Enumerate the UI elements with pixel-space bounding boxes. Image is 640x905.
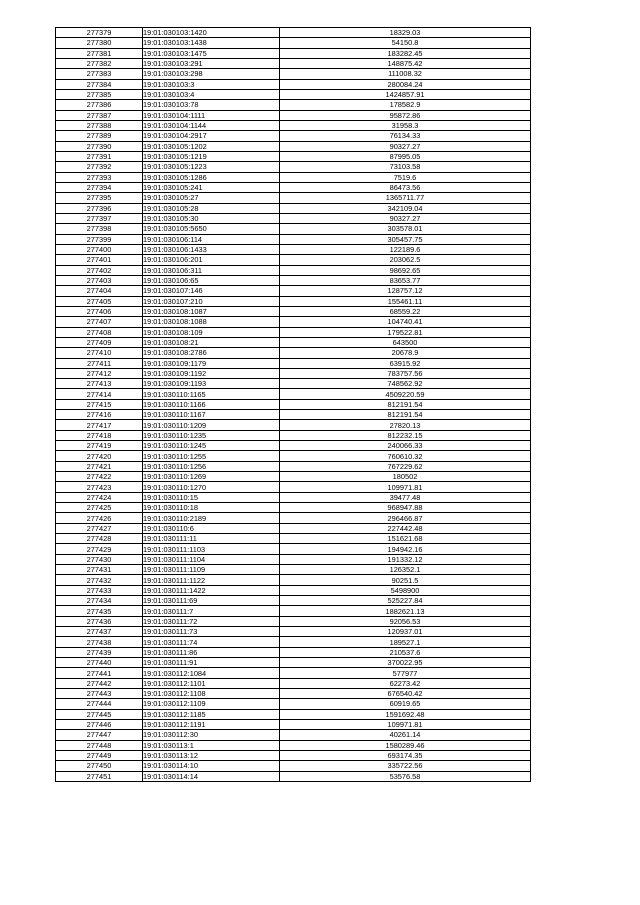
cadastral-number-cell: 19:01:030112:1191: [143, 719, 280, 729]
row-number-cell: 277385: [56, 89, 143, 99]
cadastral-number-cell: 19:01:030104:2917: [143, 131, 280, 141]
table-row: [56, 193, 531, 203]
cadastral-number-cell: 19:01:030112:1109: [143, 699, 280, 709]
row-number-cell: 277393: [56, 172, 143, 182]
cadastral-value-cell: 525227.84: [280, 596, 531, 606]
cadastral-value-cell: 120937.01: [280, 627, 531, 637]
table-row: [56, 358, 531, 368]
cadastral-value-cell: 83653.77: [280, 275, 531, 285]
cadastral-number-cell: 19:01:030103:1438: [143, 38, 280, 48]
cadastral-number-cell: 19:01:030110:1167: [143, 410, 280, 420]
cadastral-number-cell: 19:01:030108:21: [143, 337, 280, 347]
cadastral-value-cell: 53576.58: [280, 771, 531, 781]
cadastral-number-cell: 19:01:030108:2786: [143, 348, 280, 358]
cadastral-value-cell: 98692.65: [280, 265, 531, 275]
table-row: [56, 740, 531, 750]
cadastral-value-cell: 40261.14: [280, 730, 531, 740]
table-row: [56, 244, 531, 254]
row-number-cell: 277426: [56, 513, 143, 523]
row-number-cell: 277434: [56, 596, 143, 606]
table-row: [56, 48, 531, 58]
cadastral-number-cell: 19:01:030105:27: [143, 193, 280, 203]
table-row: [56, 771, 531, 781]
cadastral-value-cell: 370022.95: [280, 658, 531, 668]
table-row: [56, 492, 531, 502]
row-number-cell: 277420: [56, 451, 143, 461]
cadastral-value-cell: 1882621.13: [280, 606, 531, 616]
row-number-cell: 277435: [56, 606, 143, 616]
cadastral-value-cell: 87995.05: [280, 151, 531, 161]
cadastral-number-cell: 19:01:030110:1166: [143, 399, 280, 409]
cadastral-value-cell: 812191.54: [280, 399, 531, 409]
table-row: [56, 69, 531, 79]
cadastral-number-cell: 19:01:030105:30: [143, 213, 280, 223]
table-row: [56, 451, 531, 461]
table-row: [56, 255, 531, 265]
table-row: [56, 141, 531, 151]
row-number-cell: 277417: [56, 420, 143, 430]
cadastral-number-cell: 19:01:030110:2189: [143, 513, 280, 523]
table-row: [56, 410, 531, 420]
row-number-cell: 277451: [56, 771, 143, 781]
row-number-cell: 277394: [56, 182, 143, 192]
cadastral-number-cell: 19:01:030110:1235: [143, 430, 280, 440]
cadastral-number-cell: 19:01:030103:4: [143, 89, 280, 99]
cadastral-value-cell: 27820.13: [280, 420, 531, 430]
cadastral-value-cell: 189527.1: [280, 637, 531, 647]
cadastral-value-cell: 335722.56: [280, 761, 531, 771]
row-number-cell: 277433: [56, 585, 143, 595]
row-number-cell: 277427: [56, 523, 143, 533]
cadastral-value-cell: 1424857.91: [280, 89, 531, 99]
row-number-cell: 277418: [56, 430, 143, 440]
cadastral-value-cell: 90327.27: [280, 213, 531, 223]
table-row: [56, 637, 531, 647]
cadastral-number-cell: 19:01:030108:109: [143, 327, 280, 337]
cadastral-number-cell: 19:01:030104:1111: [143, 110, 280, 120]
cadastral-number-cell: 19:01:030106:201: [143, 255, 280, 265]
table-row: [56, 213, 531, 223]
cadastral-value-cell: 240066.33: [280, 441, 531, 451]
table-row: [56, 399, 531, 409]
table-row: [56, 58, 531, 68]
row-number-cell: 277431: [56, 565, 143, 575]
cadastral-number-cell: 19:01:030111:7: [143, 606, 280, 616]
cadastral-number-cell: 19:01:030111:73: [143, 627, 280, 637]
table-row: [56, 379, 531, 389]
table-row: [56, 668, 531, 678]
cadastral-number-cell: 19:01:030110:1245: [143, 441, 280, 451]
row-number-cell: 277384: [56, 79, 143, 89]
row-number-cell: 277390: [56, 141, 143, 151]
cadastral-value-cell: 1580289.46: [280, 740, 531, 750]
row-number-cell: 277395: [56, 193, 143, 203]
cadastral-value-cell: 151621.68: [280, 534, 531, 544]
cadastral-number-cell: 19:01:030111:1109: [143, 565, 280, 575]
table-row: [56, 162, 531, 172]
cadastral-number-cell: 19:01:030103:298: [143, 69, 280, 79]
row-number-cell: 277421: [56, 461, 143, 471]
cadastral-value-cell: 126352.1: [280, 565, 531, 575]
table-body: [56, 28, 531, 782]
row-number-cell: 277389: [56, 131, 143, 141]
cadastral-number-cell: 19:01:030112:1084: [143, 668, 280, 678]
table-row: [56, 120, 531, 130]
cadastral-number-cell: 19:01:030111:1122: [143, 575, 280, 585]
cadastral-number-cell: 19:01:030106:311: [143, 265, 280, 275]
cadastral-value-cell: 179522.81: [280, 327, 531, 337]
row-number-cell: 277411: [56, 358, 143, 368]
cadastral-number-cell: 19:01:030110:1269: [143, 472, 280, 482]
row-number-cell: 277409: [56, 337, 143, 347]
table-row: [56, 100, 531, 110]
cadastral-number-cell: 19:01:030111:69: [143, 596, 280, 606]
cadastral-value-cell: 1365711.77: [280, 193, 531, 203]
table-row: [56, 616, 531, 626]
cadastral-value-cell: 109971.81: [280, 482, 531, 492]
cadastral-value-cell: 178582.9: [280, 100, 531, 110]
cadastral-number-cell: 19:01:030114:10: [143, 761, 280, 771]
row-number-cell: 277444: [56, 699, 143, 709]
cadastral-value-cell: 90327.27: [280, 141, 531, 151]
cadastral-number-cell: 19:01:030109:1179: [143, 358, 280, 368]
cadastral-value-cell: 748562.92: [280, 379, 531, 389]
row-number-cell: 277391: [56, 151, 143, 161]
table-row: [56, 719, 531, 729]
cadastral-value-cell: 111008.32: [280, 69, 531, 79]
row-number-cell: 277445: [56, 709, 143, 719]
table-row: [56, 482, 531, 492]
row-number-cell: 277423: [56, 482, 143, 492]
table-row: [56, 389, 531, 399]
row-number-cell: 277443: [56, 689, 143, 699]
cadastral-number-cell: 19:01:030111:91: [143, 658, 280, 668]
row-number-cell: 277430: [56, 554, 143, 564]
cadastral-number-cell: 19:01:030112:1108: [143, 689, 280, 699]
table-row: [56, 182, 531, 192]
row-number-cell: 277449: [56, 750, 143, 760]
row-number-cell: 277419: [56, 441, 143, 451]
row-number-cell: 277448: [56, 740, 143, 750]
row-number-cell: 277387: [56, 110, 143, 120]
cadastral-value-cell: 194942.16: [280, 544, 531, 554]
cadastral-number-cell: 19:01:030111:1422: [143, 585, 280, 595]
cadastral-number-cell: 19:01:030110:1270: [143, 482, 280, 492]
cadastral-value-cell: 577977: [280, 668, 531, 678]
cadastral-value-cell: 1591692.48: [280, 709, 531, 719]
cadastral-number-cell: 19:01:030103:1420: [143, 28, 280, 38]
table-row: [56, 286, 531, 296]
row-number-cell: 277386: [56, 100, 143, 110]
cadastral-value-cell: 95872.86: [280, 110, 531, 120]
cadastral-number-cell: 19:01:030114:14: [143, 771, 280, 781]
cadastral-value-cell: 783757.56: [280, 368, 531, 378]
table-row: [56, 28, 531, 38]
cadastral-value-cell: 191332.12: [280, 554, 531, 564]
row-number-cell: 277398: [56, 224, 143, 234]
cadastral-value-cell: 303578.01: [280, 224, 531, 234]
row-number-cell: 277416: [56, 410, 143, 420]
cadastral-number-cell: 19:01:030110:15: [143, 492, 280, 502]
table-row: [56, 647, 531, 657]
row-number-cell: 277402: [56, 265, 143, 275]
table-row: [56, 265, 531, 275]
cadastral-value-cell: 342109.04: [280, 203, 531, 213]
table-row: [56, 38, 531, 48]
cadastral-number-cell: 19:01:030106:1433: [143, 244, 280, 254]
cadastral-value-cell: 676540.42: [280, 689, 531, 699]
cadastral-value-cell: 155461.11: [280, 296, 531, 306]
table-row: [56, 172, 531, 182]
row-number-cell: 277425: [56, 503, 143, 513]
cadastral-number-cell: 19:01:030106:65: [143, 275, 280, 285]
table-row: [56, 554, 531, 564]
cadastral-value-cell: 812191.54: [280, 410, 531, 420]
row-number-cell: 277403: [56, 275, 143, 285]
cadastral-value-cell: 693174.35: [280, 750, 531, 760]
table-row: [56, 606, 531, 616]
cadastral-number-cell: 19:01:030105:1202: [143, 141, 280, 151]
cadastral-value-cell: 203062.5: [280, 255, 531, 265]
cadastral-value-cell: 280084.24: [280, 79, 531, 89]
row-number-cell: 277447: [56, 730, 143, 740]
table-row: [56, 368, 531, 378]
cadastral-number-cell: 19:01:030103:78: [143, 100, 280, 110]
table-row: [56, 575, 531, 585]
cadastral-number-cell: 19:01:030108:1087: [143, 306, 280, 316]
row-number-cell: 277404: [56, 286, 143, 296]
cadastral-value-cell: 180502: [280, 472, 531, 482]
row-number-cell: 277429: [56, 544, 143, 554]
table-row: [56, 709, 531, 719]
cadastral-number-cell: 19:01:030112:1185: [143, 709, 280, 719]
cadastral-number-cell: 19:01:030113:1: [143, 740, 280, 750]
row-number-cell: 277415: [56, 399, 143, 409]
table-row: [56, 627, 531, 637]
table-row: [56, 296, 531, 306]
cadastral-number-cell: 19:01:030107:146: [143, 286, 280, 296]
table-row: [56, 658, 531, 668]
cadastral-value-cell: 104740.41: [280, 317, 531, 327]
cadastral-value-cell: 148875.42: [280, 58, 531, 68]
row-number-cell: 277400: [56, 244, 143, 254]
table-row: [56, 327, 531, 337]
table-row: [56, 110, 531, 120]
table-row: [56, 461, 531, 471]
cadastral-value-cell: 76134.33: [280, 131, 531, 141]
cadastral-value-cell: 210537.6: [280, 647, 531, 657]
cadastral-number-cell: 19:01:030105:1286: [143, 172, 280, 182]
table-row: [56, 761, 531, 771]
cadastral-number-cell: 19:01:030110:1165: [143, 389, 280, 399]
table-row: [56, 348, 531, 358]
cadastral-value-cell: 18329.03: [280, 28, 531, 38]
row-number-cell: 277399: [56, 234, 143, 244]
cadastral-number-cell: 19:01:030111:74: [143, 637, 280, 647]
cadastral-number-cell: 19:01:030105:241: [143, 182, 280, 192]
cadastral-value-cell: 54150.8: [280, 38, 531, 48]
cadastral-number-cell: 19:01:030103:291: [143, 58, 280, 68]
cadastral-number-cell: 19:01:030108:1088: [143, 317, 280, 327]
table-row: [56, 337, 531, 347]
row-number-cell: 277432: [56, 575, 143, 585]
row-number-cell: 277436: [56, 616, 143, 626]
cadastral-number-cell: 19:01:030103:1475: [143, 48, 280, 58]
row-number-cell: 277383: [56, 69, 143, 79]
row-number-cell: 277439: [56, 647, 143, 657]
row-number-cell: 277441: [56, 668, 143, 678]
cadastral-value-cell: 643500: [280, 337, 531, 347]
cadastral-number-cell: 19:01:030110:1256: [143, 461, 280, 471]
table-row: [56, 678, 531, 688]
cadastral-number-cell: 19:01:030111:1104: [143, 554, 280, 564]
cadastral-value-cell: 227442.48: [280, 523, 531, 533]
row-number-cell: 277424: [56, 492, 143, 502]
row-number-cell: 277438: [56, 637, 143, 647]
row-number-cell: 277406: [56, 306, 143, 316]
cadastral-value-cell: 90251.5: [280, 575, 531, 585]
cadastral-number-cell: 19:01:030111:11: [143, 534, 280, 544]
cadastral-number-cell: 19:01:030110:1209: [143, 420, 280, 430]
cadastral-number-cell: 19:01:030105:1223: [143, 162, 280, 172]
table-row: [56, 151, 531, 161]
cadastral-number-cell: 19:01:030107:210: [143, 296, 280, 306]
table-row: [56, 430, 531, 440]
row-number-cell: 277380: [56, 38, 143, 48]
table-row: [56, 523, 531, 533]
row-number-cell: 277450: [56, 761, 143, 771]
row-number-cell: 277422: [56, 472, 143, 482]
cadastral-value-cell: 39477.48: [280, 492, 531, 502]
cadastral-number-cell: 19:01:030103:3: [143, 79, 280, 89]
row-number-cell: 277440: [56, 658, 143, 668]
table-row: [56, 420, 531, 430]
table-row: [56, 513, 531, 523]
row-number-cell: 277379: [56, 28, 143, 38]
cadastral-value-cell: 31958.3: [280, 120, 531, 130]
table-row: [56, 203, 531, 213]
row-number-cell: 277410: [56, 348, 143, 358]
cadastral-value-cell: 812232.15: [280, 430, 531, 440]
cadastral-value-cell: 68559.22: [280, 306, 531, 316]
row-number-cell: 277382: [56, 58, 143, 68]
table-row: [56, 699, 531, 709]
row-number-cell: 277405: [56, 296, 143, 306]
row-number-cell: 277388: [56, 120, 143, 130]
cadastral-number-cell: 19:01:030110:18: [143, 503, 280, 513]
table-row: [56, 306, 531, 316]
row-number-cell: 277412: [56, 368, 143, 378]
table-row: [56, 596, 531, 606]
table-row: [56, 534, 531, 544]
cadastral-value-cell: 122189.6: [280, 244, 531, 254]
row-number-cell: 277413: [56, 379, 143, 389]
table-row: [56, 441, 531, 451]
table-row: [56, 234, 531, 244]
cadastral-value-cell: 296466.87: [280, 513, 531, 523]
cadastral-value-cell: 60919.65: [280, 699, 531, 709]
cadastral-value-cell: 7519.6: [280, 172, 531, 182]
cadastral-value-cell: 92056.53: [280, 616, 531, 626]
row-number-cell: 277437: [56, 627, 143, 637]
cadastral-number-cell: 19:01:030113:12: [143, 750, 280, 760]
cadastral-value-cell: 183282.45: [280, 48, 531, 58]
cadastral-number-cell: 19:01:030106:114: [143, 234, 280, 244]
table-row: [56, 131, 531, 141]
table-row: [56, 317, 531, 327]
table-row: [56, 503, 531, 513]
cadastral-number-cell: 19:01:030111:1103: [143, 544, 280, 554]
row-number-cell: 277408: [56, 327, 143, 337]
cadastral-value-table: [55, 27, 531, 782]
cadastral-value-cell: 760610.32: [280, 451, 531, 461]
cadastral-value-cell: 109971.81: [280, 719, 531, 729]
table-row: [56, 730, 531, 740]
row-number-cell: 277397: [56, 213, 143, 223]
cadastral-number-cell: 19:01:030105:1219: [143, 151, 280, 161]
table-row: [56, 585, 531, 595]
row-number-cell: 277428: [56, 534, 143, 544]
table-row: [56, 472, 531, 482]
table-row: [56, 565, 531, 575]
row-number-cell: 277396: [56, 203, 143, 213]
table-row: [56, 89, 531, 99]
row-number-cell: 277392: [56, 162, 143, 172]
cadastral-number-cell: 19:01:030104:1144: [143, 120, 280, 130]
table-row: [56, 544, 531, 554]
cadastral-value-cell: 4509220.59: [280, 389, 531, 399]
row-number-cell: 277401: [56, 255, 143, 265]
cadastral-value-cell: 305457.75: [280, 234, 531, 244]
cadastral-number-cell: 19:01:030110:1255: [143, 451, 280, 461]
row-number-cell: 277407: [56, 317, 143, 327]
cadastral-number-cell: 19:01:030111:86: [143, 647, 280, 657]
row-number-cell: 277446: [56, 719, 143, 729]
cadastral-value-cell: 73103.58: [280, 162, 531, 172]
cadastral-value-cell: 20678.9: [280, 348, 531, 358]
cadastral-value-cell: 767229.62: [280, 461, 531, 471]
cadastral-number-cell: 19:01:030109:1192: [143, 368, 280, 378]
table-row: [56, 689, 531, 699]
cadastral-value-cell: 968947.88: [280, 503, 531, 513]
cadastral-value-cell: 62273.42: [280, 678, 531, 688]
row-number-cell: 277414: [56, 389, 143, 399]
cadastral-number-cell: 19:01:030110:6: [143, 523, 280, 533]
cadastral-value-cell: 5498900: [280, 585, 531, 595]
cadastral-number-cell: 19:01:030105:28: [143, 203, 280, 213]
table-row: [56, 224, 531, 234]
table-row: [56, 750, 531, 760]
table-row: [56, 275, 531, 285]
cadastral-value-cell: 63915.92: [280, 358, 531, 368]
table-row: [56, 79, 531, 89]
cadastral-number-cell: 19:01:030111:72: [143, 616, 280, 626]
cadastral-number-cell: 19:01:030112:30: [143, 730, 280, 740]
cadastral-number-cell: 19:01:030105:5650: [143, 224, 280, 234]
cadastral-number-cell: 19:01:030109:1193: [143, 379, 280, 389]
cadastral-value-cell: 86473.56: [280, 182, 531, 192]
cadastral-value-cell: 128757.12: [280, 286, 531, 296]
row-number-cell: 277442: [56, 678, 143, 688]
cadastral-number-cell: 19:01:030112:1101: [143, 678, 280, 688]
row-number-cell: 277381: [56, 48, 143, 58]
